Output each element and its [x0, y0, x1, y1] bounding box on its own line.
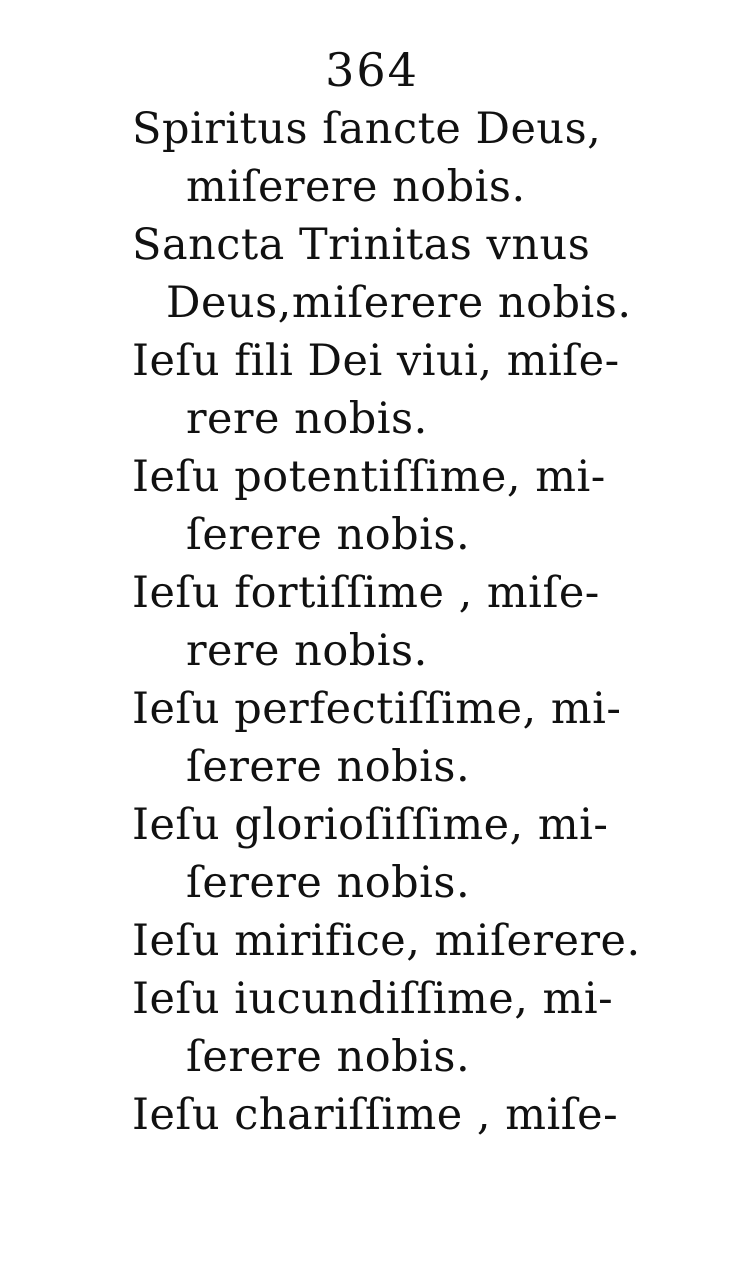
litany-text	[132, 100, 641, 1144]
text-line: ſerere nobis.	[186, 742, 471, 792]
text-line: ſerere nobis.	[186, 1032, 471, 1082]
text-line: miſerere nobis.	[186, 162, 526, 212]
text-line: rere nobis.	[186, 626, 428, 676]
text-line: Ieſu iucundiſſime, mi-	[132, 974, 614, 1024]
text-line: Ieſu mirifice, miſerere.	[132, 916, 641, 966]
text-line: Ieſu perfectiſſime, mi-	[132, 684, 622, 734]
text-line: Sancta Trinitas vnus	[132, 220, 591, 270]
page-number: 364	[325, 43, 419, 97]
text-line: ſerere nobis.	[186, 858, 471, 908]
text-line: ſerere nobis.	[186, 510, 471, 560]
text-line: rere nobis.	[186, 394, 428, 444]
text-line: Ieſu chariſſime , miſe-	[132, 1090, 619, 1140]
text-line: Ieſu fortiſſime , miſe-	[132, 568, 600, 618]
text-line: Ieſu fili Dei viui, miſe-	[132, 336, 620, 386]
text-line: Ieſu glorioſiſſime, mi-	[132, 800, 609, 850]
text-line: Spiritus ſancte Deus,	[132, 104, 602, 154]
text-line: Deus,miſerere nobis.	[166, 278, 632, 328]
text-line: Ieſu potentiſſime, mi-	[132, 452, 606, 502]
